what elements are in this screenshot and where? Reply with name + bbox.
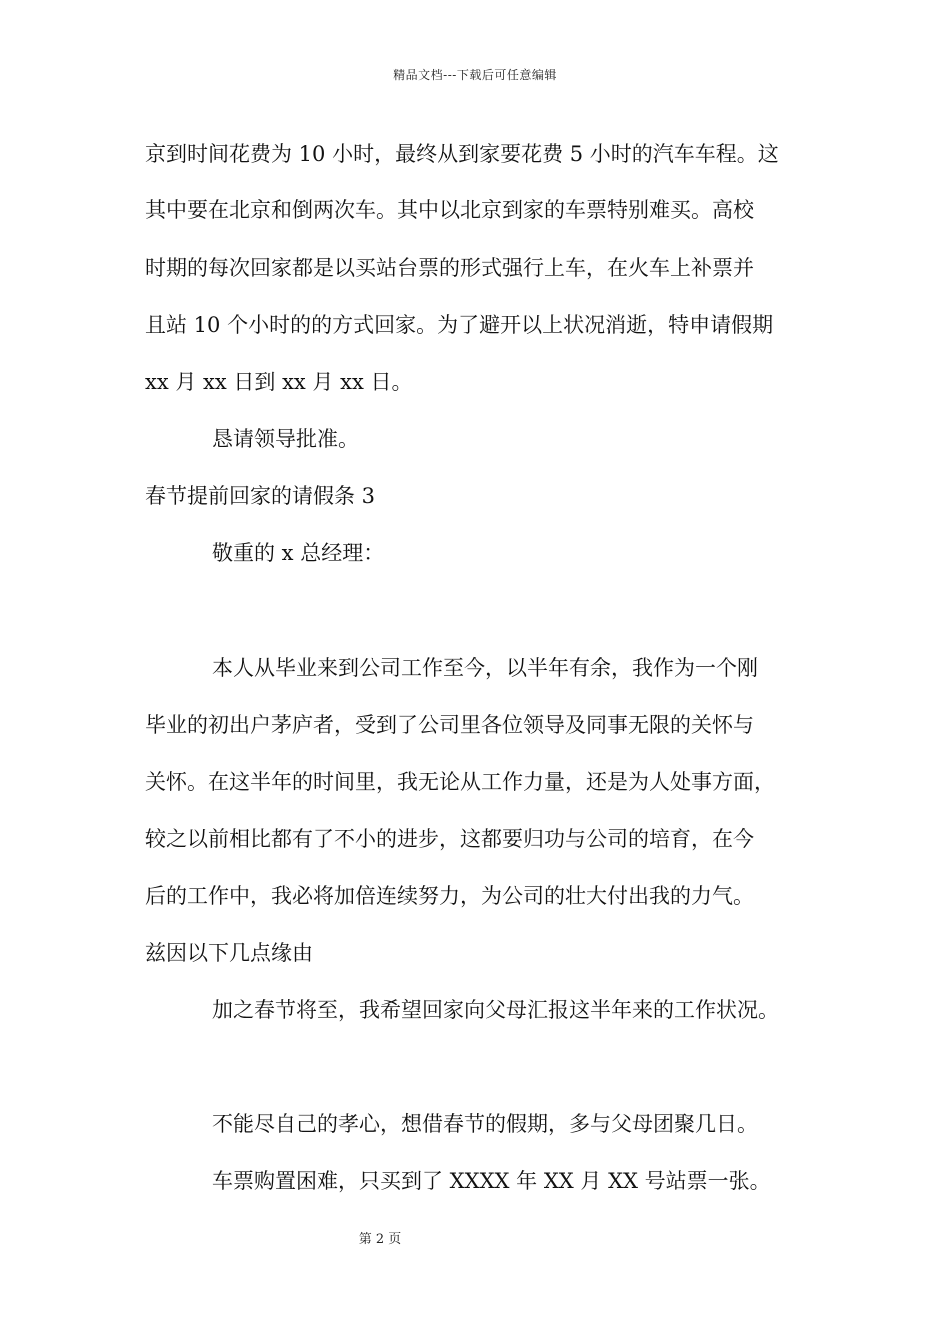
body-line-13: 后的工作中，我必将加倍连续努力，为公司的壮大付出我的力气。 [145, 884, 754, 908]
section-title: 春节提前回家的请假条 3 [145, 484, 376, 508]
reason-1: 加之春节将至，我希望回家向父母汇报这半年来的工作状况。 [212, 998, 779, 1022]
body-line-2: 其中要在北京和倒两次车。其中以北京到家的车票特别难买。高校 [145, 198, 754, 222]
reason-3: 车票购置困难，只买到了 XXXX 年 XX 月 XX 号站票一张。 [212, 1169, 771, 1193]
closing-request: 恳请领导批准。 [212, 427, 359, 451]
body-line-9: 本人从毕业来到公司工作至今，以半年有余，我作为一个刚 [212, 656, 758, 680]
body-line-12: 较之以前相比都有了不小的进步，这都要归功与公司的培育，在今 [145, 827, 754, 851]
reason-2: 不能尽自己的孝心，想借春节的假期，多与父母团聚几日。 [212, 1112, 758, 1136]
page-header: 精品文档---下载后可任意编辑 [393, 68, 557, 82]
body-line-5: xx 月 xx 日到 xx 月 xx 日。 [145, 370, 413, 394]
page-number: 第 2 页 [358, 1232, 402, 1247]
body-line-3: 时期的每次回家都是以买站台票的形式强行上车，在火车上补票并 [145, 256, 754, 280]
body-line-10: 毕业的初出户茅庐者，受到了公司里各位领导及同事无限的关怀与 [145, 713, 754, 737]
body-line-1: 京到时间花费为 10 小时，最终从到家要花费 5 小时的汽车车程。这 [145, 142, 779, 166]
salutation: 敬重的 x 总经理： [212, 541, 385, 565]
body-line-11: 关怀。在这半年的时间里，我无论从工作力量，还是为人处事方面， [145, 770, 775, 794]
reasons-intro: 兹因以下几点缘由 [145, 941, 313, 965]
body-line-4: 且站 10 个小时的的方式回家。为了避开以上状况消逝，特申请假期 [145, 313, 774, 337]
